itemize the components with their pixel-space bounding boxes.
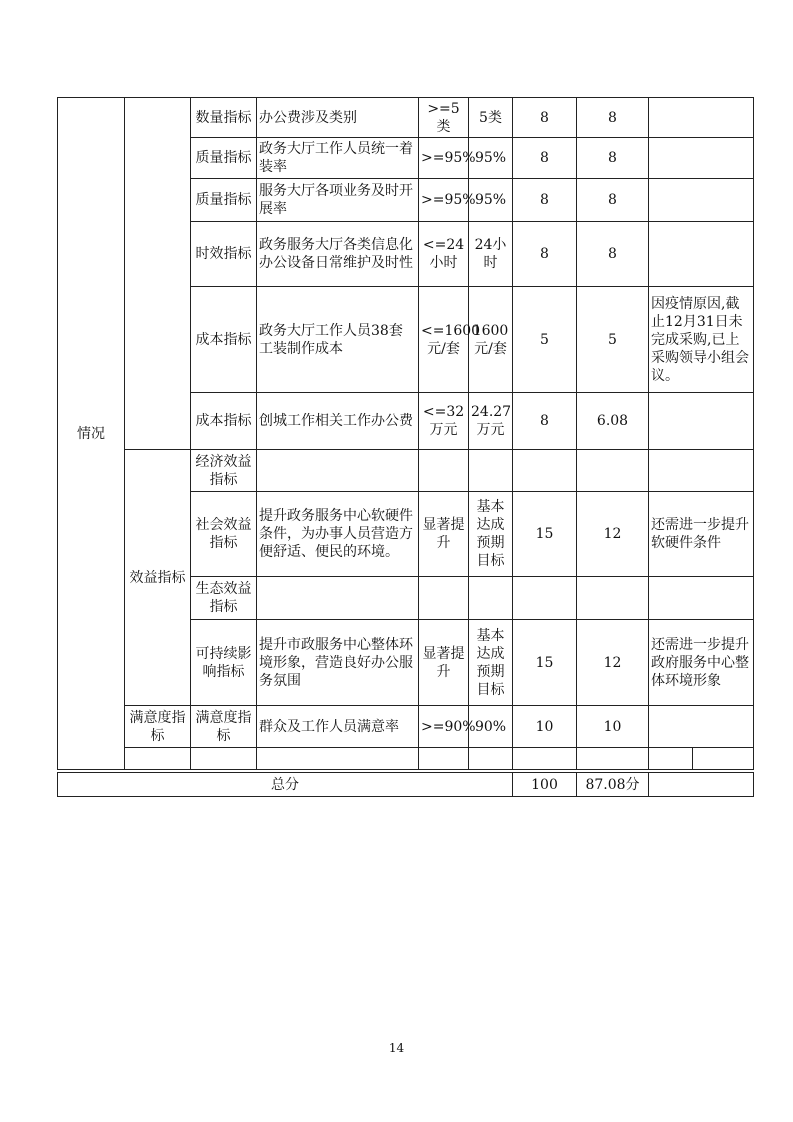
total-weight: 100	[513, 773, 577, 797]
score-cell	[577, 450, 649, 492]
empty-cell	[649, 773, 754, 797]
score-cell: 8	[577, 98, 649, 138]
sub-indicator-cell: 生态效益指标	[191, 577, 257, 620]
note-cell	[649, 98, 754, 138]
section-label-cell: 情况	[58, 98, 125, 770]
target-cell: >=5类	[419, 98, 469, 138]
indicator-cell: 政务大厅工作人员38套工装制作成本	[257, 287, 419, 393]
empty-cell	[125, 748, 191, 770]
empty-cell	[469, 748, 513, 770]
total-score: 87.08分	[577, 773, 649, 797]
note-cell: 还需进一步提升软硬件条件	[649, 492, 754, 577]
note-cell	[649, 138, 754, 179]
actual-cell: 24小时	[469, 222, 513, 287]
target-cell: <=24小时	[419, 222, 469, 287]
target-cell: 显著提升	[419, 620, 469, 706]
weight-cell: 15	[513, 620, 577, 706]
indicator-cell	[257, 577, 419, 620]
sub-indicator-cell: 成本指标	[191, 287, 257, 393]
weight-cell	[513, 450, 577, 492]
sub-indicator-cell: 成本指标	[191, 393, 257, 450]
weight-cell: 10	[513, 706, 577, 748]
sub-indicator-cell: 数量指标	[191, 98, 257, 138]
score-cell: 8	[577, 222, 649, 287]
score-cell: 6.08	[577, 393, 649, 450]
actual-cell: 24.27万元	[469, 393, 513, 450]
score-cell: 10	[577, 706, 649, 748]
target-cell	[419, 577, 469, 620]
target-cell: 显著提升	[419, 492, 469, 577]
note-cell	[649, 450, 754, 492]
indicator-cell: 群众及工作人员满意率	[257, 706, 419, 748]
indicator-cell: 提升政务服务中心软硬件条件，为办事人员营造方便舒适、便民的环境。	[257, 492, 419, 577]
indicator-cell: 服务大厅各项业务及时开展率	[257, 179, 419, 222]
empty-cell	[577, 748, 649, 770]
table-row	[58, 98, 754, 138]
actual-cell	[469, 450, 513, 492]
satisfaction-label-cell: 满意度指标	[125, 706, 191, 748]
score-cell: 5	[577, 287, 649, 393]
empty-cell	[257, 748, 419, 770]
actual-cell: 90%	[469, 706, 513, 748]
indicator-cell: 提升市政服务中心整体环境形象，营造良好办公服务氛围	[257, 620, 419, 706]
empty-cell	[693, 748, 754, 770]
empty-row	[58, 748, 754, 770]
total-row	[58, 773, 754, 797]
note-cell: 因疫情原因,截止12月31日未完成采购,已上采购领导小组会议。	[649, 287, 754, 393]
actual-cell: 基本达成预期目标	[469, 620, 513, 706]
actual-cell: 95%	[469, 179, 513, 222]
weight-cell: 15	[513, 492, 577, 577]
actual-cell: 95%	[469, 138, 513, 179]
score-cell: 12	[577, 492, 649, 577]
empty-cell	[191, 748, 257, 770]
benefit-label-cell: 效益指标	[125, 450, 191, 706]
sub-indicator-cell: 经济效益指标	[191, 450, 257, 492]
score-cell: 8	[577, 138, 649, 179]
sub-indicator-cell: 可持续影响指标	[191, 620, 257, 706]
note-cell: 还需进一步提升政府服务中心整体环境形象	[649, 620, 754, 706]
note-cell	[649, 393, 754, 450]
target-cell: <=32万元	[419, 393, 469, 450]
weight-cell: 8	[513, 138, 577, 179]
note-cell	[649, 179, 754, 222]
sub-indicator-cell: 质量指标	[191, 138, 257, 179]
sub-indicator-cell: 质量指标	[191, 179, 257, 222]
indicator-cell: 政务大厅工作人员统一着装率	[257, 138, 419, 179]
actual-cell: 1600元/套	[469, 287, 513, 393]
weight-cell	[513, 577, 577, 620]
empty-cell	[419, 748, 469, 770]
sub-indicator-cell: 时效指标	[191, 222, 257, 287]
score-cell: 12	[577, 620, 649, 706]
table-row	[58, 706, 754, 748]
target-cell	[419, 450, 469, 492]
target-cell: <=1600元/套	[419, 287, 469, 393]
weight-cell: 5	[513, 287, 577, 393]
actual-cell: 基本达成预期目标	[469, 492, 513, 577]
total-label: 总分	[58, 773, 513, 797]
indicator-cell	[257, 450, 419, 492]
indicator-cell: 办公费涉及类别	[257, 98, 419, 138]
weight-cell: 8	[513, 98, 577, 138]
performance-table	[57, 97, 754, 770]
target-cell: >=95%	[419, 138, 469, 179]
target-cell: >=90%	[419, 706, 469, 748]
empty-cell	[513, 748, 577, 770]
weight-cell: 8	[513, 179, 577, 222]
sub-indicator-cell: 社会效益指标	[191, 492, 257, 577]
empty-cell	[649, 748, 693, 770]
weight-cell: 8	[513, 393, 577, 450]
score-cell	[577, 577, 649, 620]
target-cell: >=95%	[419, 179, 469, 222]
score-cell: 8	[577, 179, 649, 222]
actual-cell: 5类	[469, 98, 513, 138]
total-row-table	[57, 772, 754, 797]
note-cell	[649, 706, 754, 748]
page-number: 14	[388, 1041, 405, 1055]
empty-cell	[125, 98, 191, 450]
note-cell	[649, 577, 754, 620]
note-cell	[649, 222, 754, 287]
actual-cell	[469, 577, 513, 620]
table-row	[58, 450, 754, 492]
sub-indicator-cell: 满意度指标	[191, 706, 257, 748]
weight-cell: 8	[513, 222, 577, 287]
indicator-cell: 创城工作相关工作办公费	[257, 393, 419, 450]
indicator-cell: 政务服务大厅各类信息化办公设备日常维护及时性	[257, 222, 419, 287]
